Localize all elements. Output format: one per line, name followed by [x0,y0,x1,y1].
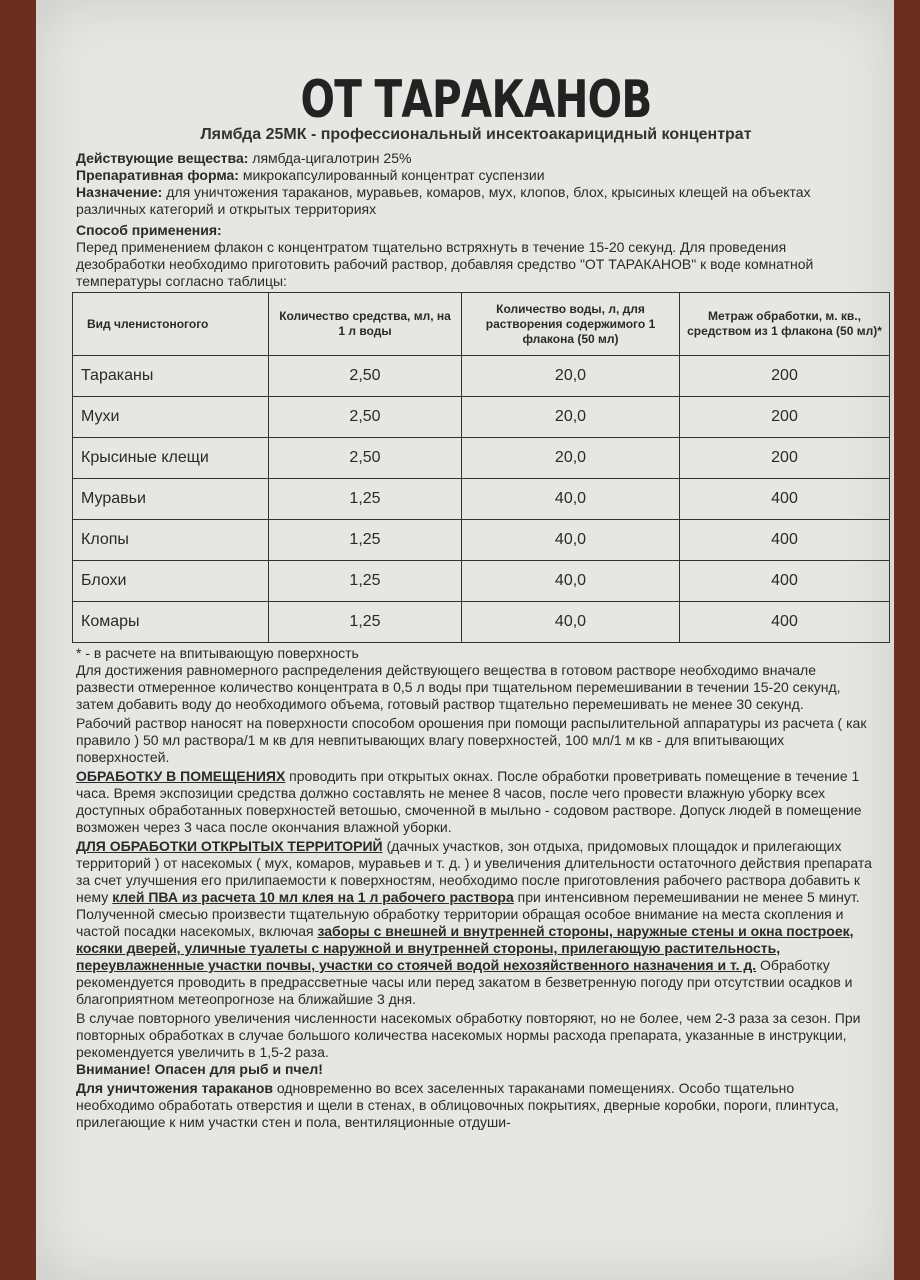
info-label: Препаративная форма: [76,167,239,183]
repeat-paragraph: В случае повторного увеличения численности насекомых обработку повторяют, но не более, чем 2-3 раза за сезон. При повторных обработках в случае большого количества насекомых нормы расхода препарата, указанные в инструкции, рекомендуется увеличить в 1,5-2 раза. [76,1010,861,1060]
cockroach-paragraph [76,1080,876,1131]
species-cell: Муравьи [73,479,269,520]
cockroach-text: одновременно во всех заселенных тараканами помещениях. Особо тщательно необходимо обработать отверстия и щели в стенах, в облицовочных покрытиях, дверные коробки, пороги, плинтуса, прилегающие к ним участки стен и пола, вентиляционные отдуши- [76,1080,839,1130]
method-heading: Способ применения: [76,222,222,238]
outdoor-text: (дачных участков, зон отдыха, придомовых площадок и прилегающих территорий ) от насекомых ( мух, комаров, муравьев и т. д. ) и увеличения длительности остаточного действия препарата за счет улучшения его прилипаемости к поверхностям, необходимо после приготовления рабочего раствора добавить к нему [76,838,872,905]
table-row [73,397,890,438]
document-subtitle: Лямбда 25МК - профессиональный инсектоакарицидный концентрат [200,126,752,143]
document-content [76,70,882,1131]
species-cell: Мухи [73,397,269,438]
warning-text: Внимание! Опасен для рыб и пчел! [76,1061,323,1077]
document-title: ОТ ТАРАКАНОВ [300,70,652,130]
indoor-paragraph [76,768,876,836]
water-cell: 40,0 [462,602,680,643]
table-footnote: * - в расчете на впитывающую поверхность [76,645,359,661]
area-cell: 400 [680,479,890,520]
dose-cell: 1,25 [269,602,462,643]
info-line [76,167,876,184]
water-cell: 40,0 [462,561,680,602]
dilution-paragraph: Для достижения равномерного распределения действующего вещества в готовом растворе необходимо вначале развести отмеренное количество концентрата в 0,5 л воды при тщательном перемешивании в течении 15-20 секунд, затем добавить воду до необходимого объема, готовый раствор тщательно перемешивать не менее 30 секунд. [76,662,841,712]
outdoor-places-note: заборы с внешней и внутренней стороны, наружные стены и окна построек, косяки дверей, уличные туалеты с наружной и внутренней стороны, прилегающую растительность, переувлажненные участки почвы, участки со стоячей водой нехозяйственного назначения и т. д. [76,923,854,973]
column-header: Количество воды, л, для растворения содержимого 1 флакона (50 мл) [462,293,680,356]
dose-cell: 2,50 [269,397,462,438]
info-text: лямбда-цигалотрин 25% [248,150,412,166]
outdoor-heading: ДЛЯ ОБРАБОТКИ ОТКРЫТЫХ ТЕРРИТОРИЙ [76,838,383,854]
area-cell: 400 [680,602,890,643]
species-cell: Крысиные клещи [73,438,269,479]
table-row [73,479,890,520]
instruction-sheet [36,0,894,1280]
info-label: Действующие вещества: [76,150,249,166]
water-cell: 40,0 [462,479,680,520]
water-cell: 20,0 [462,438,680,479]
outdoor-paragraph [76,838,876,1008]
indoor-heading: ОБРАБОТКУ В ПОМЕЩЕНИЯХ [76,768,286,784]
dose-cell: 2,50 [269,438,462,479]
outdoor-text: при интенсивном перемешивании не менее 5 минут. Полученной смесью произвести тщательную обработку территории обращая особое внимание на места скопления и частой посадки насекомых, включая [76,889,860,939]
info-line [76,184,876,218]
dose-cell: 1,25 [269,479,462,520]
info-line [76,150,876,167]
method-text: Перед применением флакон с концентратом тщательно встряхнуть в течение 15-20 секунд. Для проведения дезобработки необходимо приготовить рабочий раствор, добавляя средство "ОТ ТАРАКАНОВ" к воде комнатной температуры согласно таблицы: [76,239,814,289]
outdoor-glue-note: клей ПВА из расчета 10 мл клея на 1 л рабочего раствора [112,889,514,905]
product-info [76,150,876,218]
table-row [73,438,890,479]
column-header: Количество средства, мл, на 1 л воды [269,293,462,356]
water-cell: 20,0 [462,397,680,438]
table-row [73,561,890,602]
dose-cell: 1,25 [269,561,462,602]
area-cell: 400 [680,520,890,561]
dose-cell: 2,50 [269,356,462,397]
area-cell: 400 [680,561,890,602]
species-cell: Блохи [73,561,269,602]
species-cell: Тараканы [73,356,269,397]
info-text: для уничтожения тараканов, муравьев, комаров, мух, клопов, блох, крысиных клещей на объектах различных категорий и открытых территориях [76,184,811,217]
table-row [73,520,890,561]
outdoor-text: Обработку рекомендуется проводить в предрассветные часы или перед закатом в безветренную погоду при отсутствии осадков и благоприятном метеопрогнозе на ближайшие 3 дня. [76,957,853,1007]
water-cell: 40,0 [462,520,680,561]
area-cell: 200 [680,438,890,479]
indoor-text: проводить при открытых окнах. После обработки проветривать помещение в течение 1 часа. Время экспозиции средства должно составлять не менее 8 часов, после чего провести влажную уборку всех доступных обработанных поверхностей ветошью, смоченной в мыльно - содовом растворе. Допуск людей в помещение возможен через 3 часа после окончания влажной уборки. [76,768,862,835]
species-cell: Клопы [73,520,269,561]
table-row [73,356,890,397]
cockroach-heading: Для уничтожения тараканов [76,1080,273,1096]
column-header: Метраж обработки, м. кв., средством из 1 флакона (50 мл)* [680,293,890,356]
info-text: микрокапсулированный концентрат суспензии [238,167,545,183]
application-paragraph: Рабочий раствор наносят на поверхности способом орошения при помощи распылительной аппаратуры из расчета ( как правило ) 50 мл раствора/1 м кв для невпитывающих влагу поверхностей, 100 мл/1 м кв - для впитывающих поверхностей. [76,715,867,765]
dosage-table [72,292,890,643]
water-cell: 20,0 [462,356,680,397]
area-cell: 200 [680,356,890,397]
species-cell: Комары [73,602,269,643]
dose-cell: 1,25 [269,520,462,561]
table-row [73,602,890,643]
info-label: Назначение: [76,184,163,200]
area-cell: 200 [680,397,890,438]
column-header: Вид членистоногого [73,293,269,356]
table-header-row [73,293,890,356]
